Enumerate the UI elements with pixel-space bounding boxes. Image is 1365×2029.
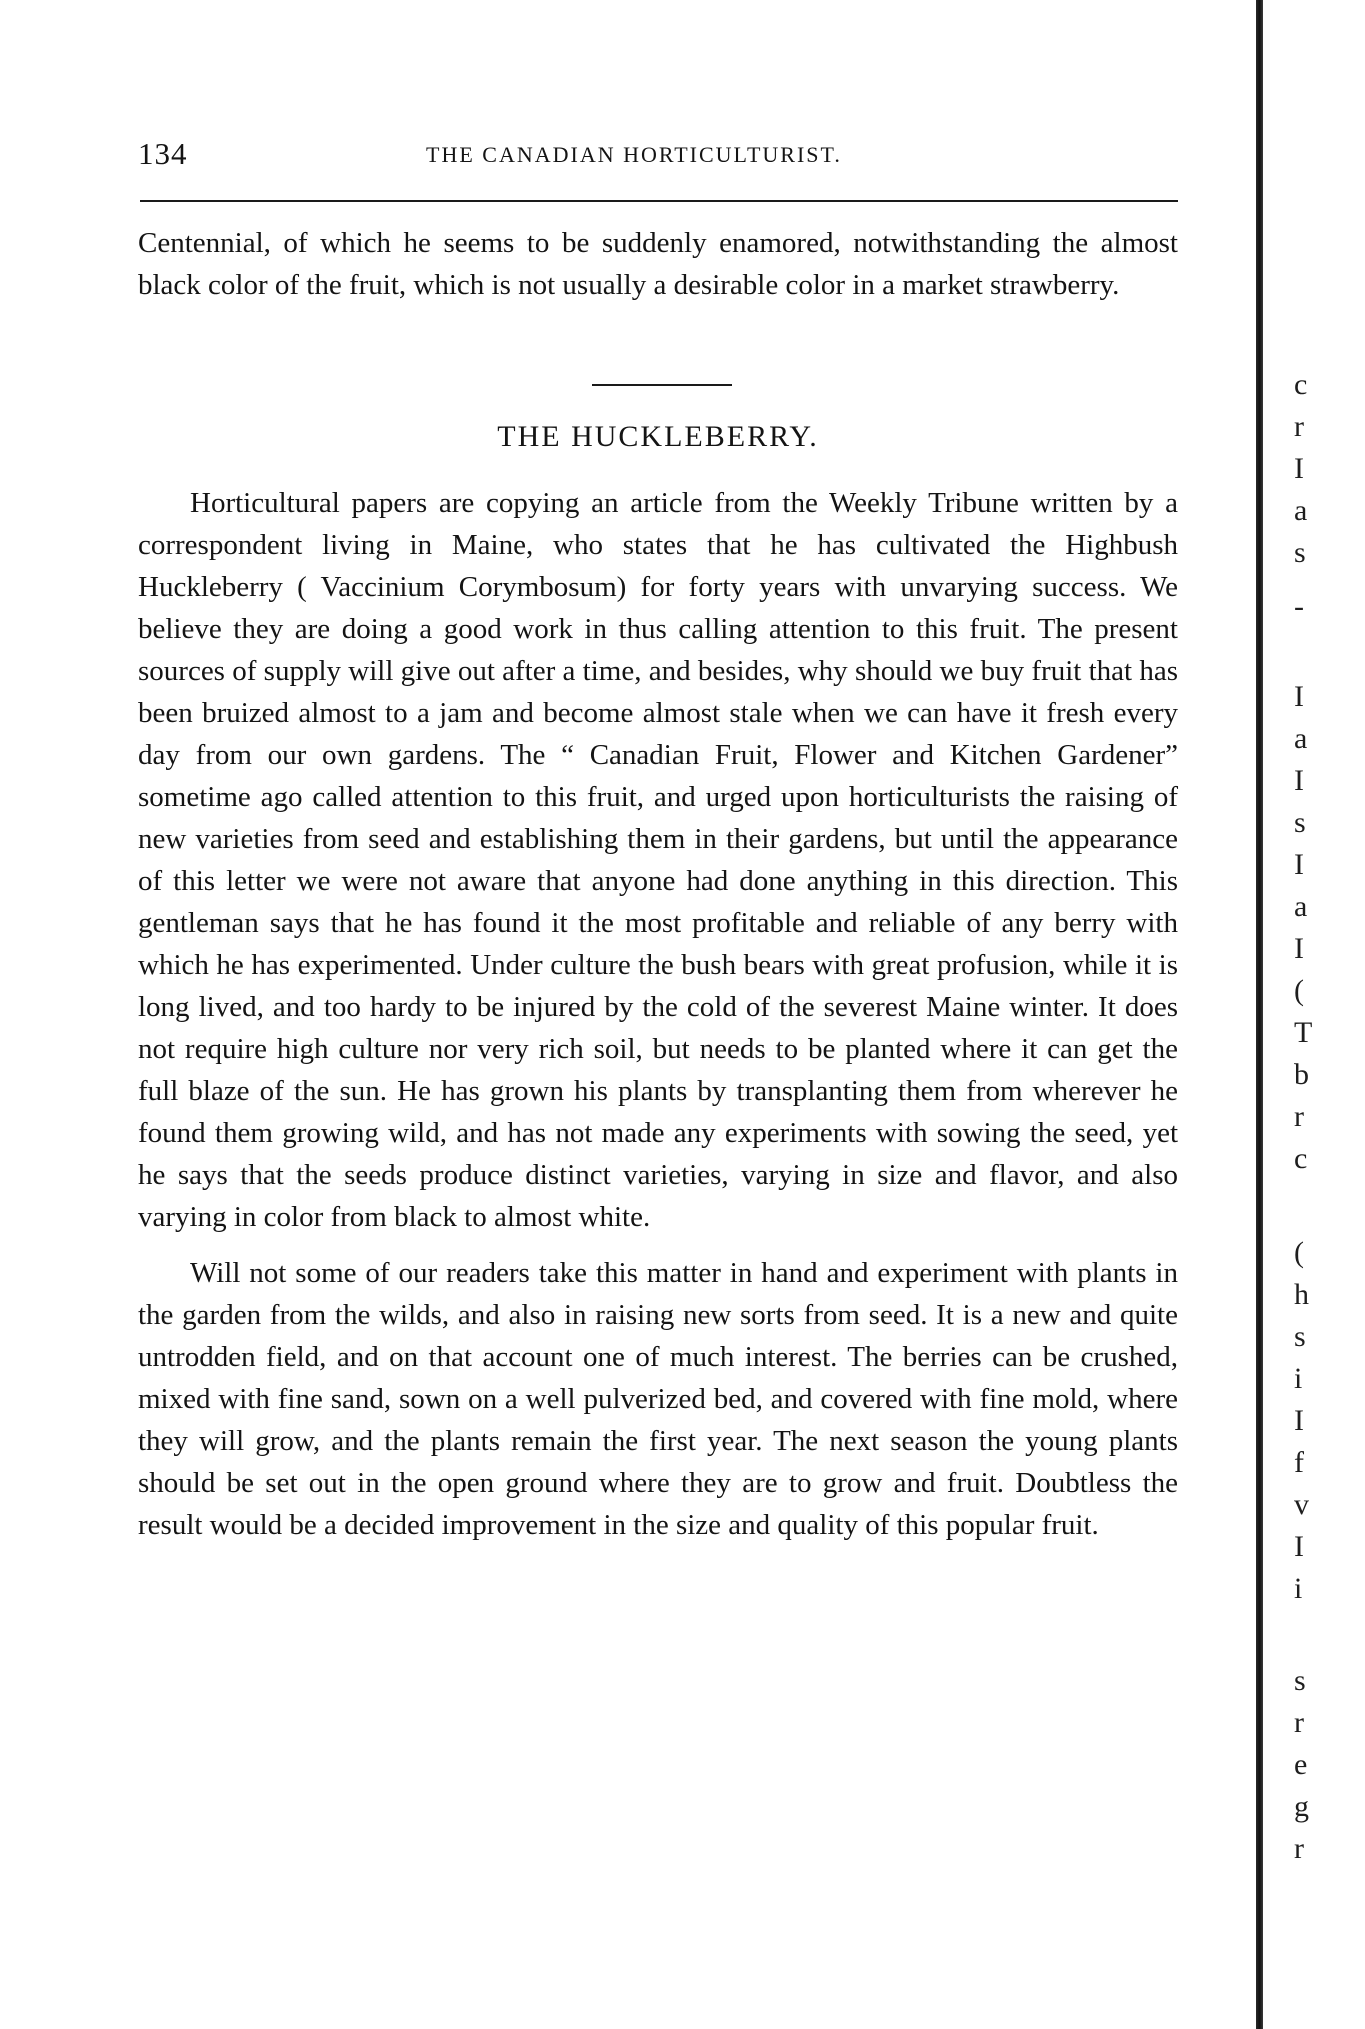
facing-page-letter: T [1294, 1016, 1313, 1049]
article-paragraph-1: Horticultural papers are copying an article from the Weekly Tribune written by a correspondent living in Maine, who states that he has cultivated the Highbush Huckleberry ( Vaccinium Corymbosum) for forty years with unvarying success. We believe they are doing a good work in thus calling attention to this fruit. The present sources of supply will give out after a time, and besides, why should we buy fruit that has been bruized almost to a jam and become almost stale when we can have it fresh every day from our own gardens. The “ Canadian Fruit, Flower and Kitchen Gardener” sometime ago called attention to this fruit, and urged upon horticulturists the raising of new varieties from seed and establishing them in their gardens, but until the appearance of this letter we were not aware that anyone had done anything in this direction. This gentleman says that he has found it the most profitable and reliable of any berry with which he has experimented. Under culture the bush bears with great profusion, while it is long lived, and too hardy to be injured by the cold of the severest Maine winter. It does not require high culture nor very rich soil, but needs to be planted where it can get the full blaze of the sun. He has grown his plants by transplanting them from wherever he found them growing wild, and has not made any experiments with sowing the seed, yet he says that the seeds produce distinct varieties, varying in size and flavor, and also varying in color from black to almost white. [138, 487, 1178, 1233]
article-paragraph-2: Will not some of our readers take this matter in hand and experiment with plants in the garden from the wilds, and also in raising new sorts from seed. It is a new and quite untrodden field, and on that account one of much interest. The berries can be crushed, mixed with fine sand, sown on a well pulverized bed, and covered with fine mold, where they will grow, and the plants remain the first year. The next season the young plants should be set out in the open ground where they are to grow and fruit. Doubtless the result would be a decided improvement in the size and quality of this popular fruit. [138, 1257, 1178, 1541]
facing-page-letter: s [1294, 1664, 1306, 1697]
facing-page-letter: c [1294, 1142, 1308, 1175]
facing-page-letter: i [1294, 1362, 1303, 1395]
continued-text [138, 222, 1178, 306]
continued-paragraph: Centennial, of which he seems to be suddenly enamored, notwithstanding the almost black color of the fruit, which is not usually a desirable color in a market strawberry. [138, 227, 1178, 301]
facing-page-letter: s [1294, 536, 1306, 569]
facing-page-letter: - [1294, 590, 1304, 623]
facing-page-letter: ( [1294, 1236, 1304, 1269]
facing-page-letter: e [1294, 1748, 1308, 1781]
article-body [138, 482, 1178, 1546]
article-title: THE HUCKLEBERRY. [497, 420, 819, 453]
header-rule [140, 200, 1178, 202]
facing-page-letter: i [1294, 1572, 1303, 1605]
section-divider [592, 384, 732, 386]
facing-page-letter: ( [1294, 974, 1304, 1007]
facing-page-letter: a [1294, 722, 1308, 755]
facing-page-letter: I [1294, 1404, 1304, 1437]
facing-page-letter: g [1294, 1790, 1309, 1823]
page-header [138, 136, 1178, 176]
facing-page-letter: I [1294, 848, 1304, 881]
facing-page-letter: r [1294, 410, 1304, 443]
facing-page-letter: s [1294, 1320, 1306, 1353]
facing-page-letter: I [1294, 452, 1304, 485]
page-number: 134 [138, 136, 188, 171]
facing-page-letter: c [1294, 368, 1308, 401]
facing-page-letter: b [1294, 1058, 1309, 1091]
facing-page-letter: I [1294, 680, 1304, 713]
facing-page-letter: I [1294, 764, 1304, 797]
facing-page-letter: a [1294, 890, 1308, 923]
facing-page-letter: I [1294, 932, 1304, 965]
facing-page-letter: h [1294, 1278, 1309, 1311]
facing-page-letter: f [1294, 1446, 1304, 1479]
facing-page-edge [1278, 0, 1365, 2029]
facing-page-letter: r [1294, 1832, 1304, 1865]
facing-page-letter: a [1294, 494, 1308, 527]
facing-page-letter: r [1294, 1100, 1304, 1133]
book-binding-edge [1256, 0, 1263, 2029]
facing-page-letter: I [1294, 1530, 1304, 1563]
running-title: THE CANADIAN HORTICULTURIST. [426, 142, 842, 167]
facing-page-letter: r [1294, 1706, 1304, 1739]
facing-page-letter: s [1294, 806, 1306, 839]
facing-page-letter: v [1294, 1488, 1309, 1521]
